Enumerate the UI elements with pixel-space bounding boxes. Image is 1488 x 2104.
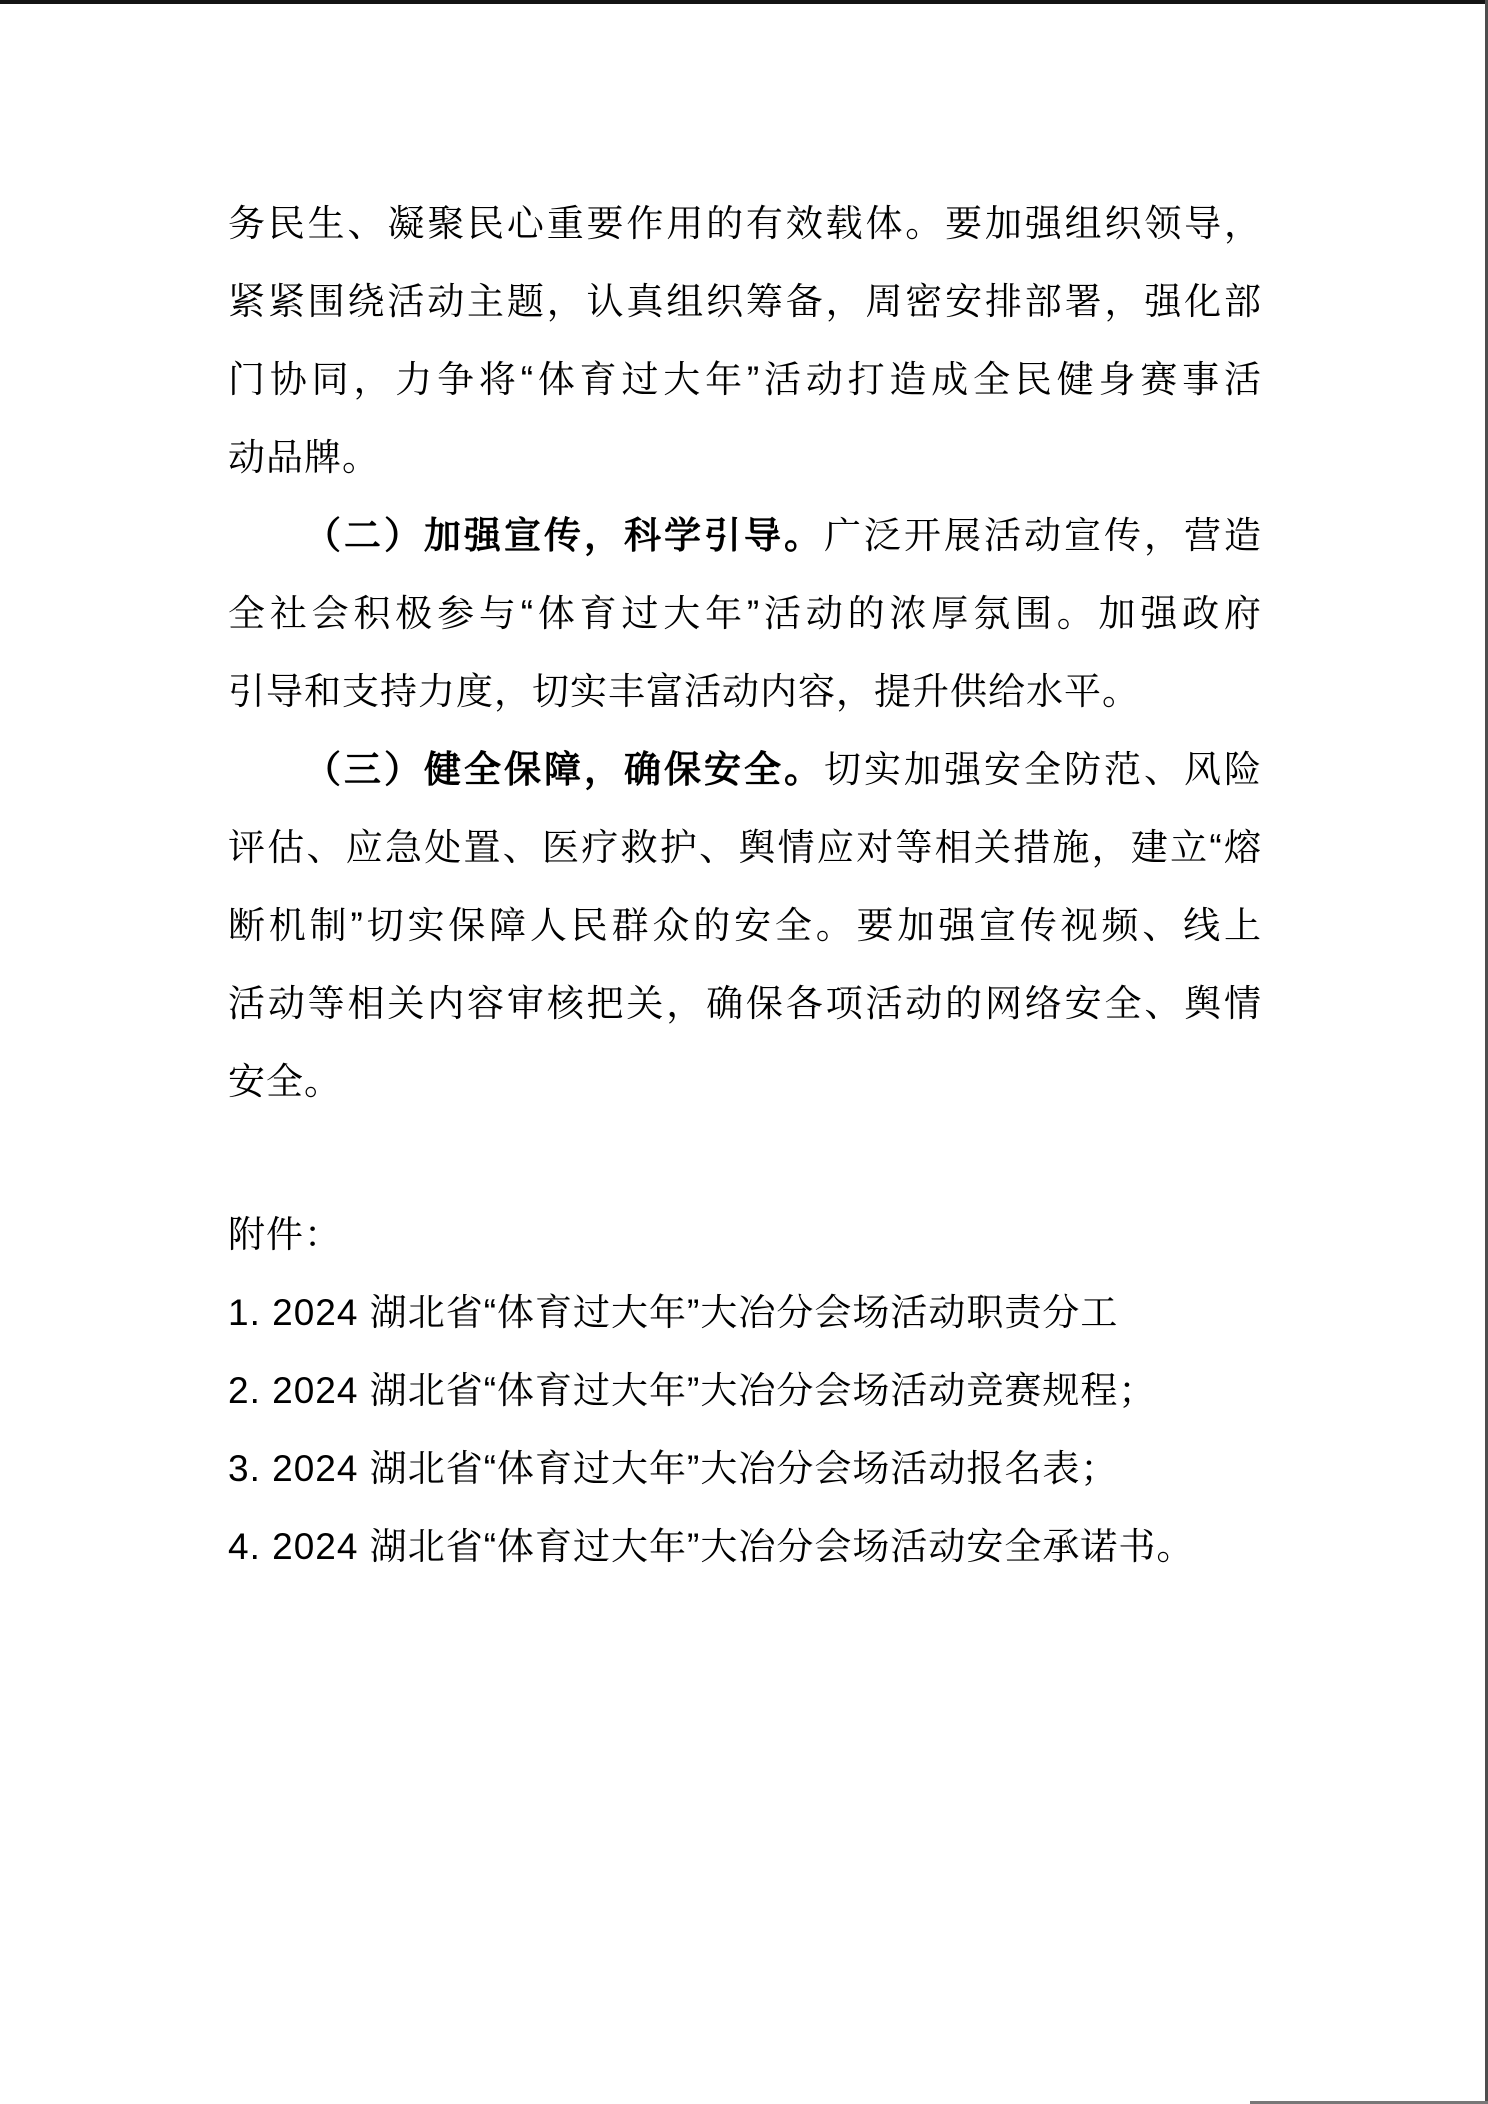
body-line: 全社会积极参与“体育过大年”活动的浓厚氛围。加强政府: [228, 593, 1262, 634]
body-line: 引导和支持力度，切实丰富活动内容，提升供给水平。: [228, 671, 1140, 712]
section-heading-line: [228, 497, 1262, 575]
attachment-item: 3. 2024 湖北省“体育过大年”大冶分会场活动报名表；: [228, 1448, 1119, 1489]
body-line: 动品牌。: [228, 437, 380, 478]
section-heading-line: [228, 731, 1262, 809]
body-line: 门协同，力争将“体育过大年”活动打造成全民健身赛事活: [228, 359, 1262, 400]
attachment-item: 1. 2024 湖北省“体育过大年”大冶分会场活动职责分工: [228, 1292, 1119, 1333]
body-line: 断机制”切实保障人民群众的安全。要加强宣传视频、线上: [228, 905, 1262, 946]
section-heading-3: （三）健全保障，确保安全。: [304, 749, 824, 790]
attachments-label: 附件：: [228, 1214, 342, 1255]
attachment-item: 2. 2024 湖北省“体育过大年”大冶分会场活动竞赛规程；: [228, 1370, 1157, 1411]
top-border-bar: [0, 0, 1488, 4]
body-line: 务民生、凝聚民心重要作用的有效载体。要加强组织领导，: [228, 203, 1262, 244]
document-body: [228, 185, 1262, 1586]
section-heading-2: （二）加强宣传，科学引导。: [304, 515, 824, 556]
body-line: 安全。: [228, 1061, 342, 1102]
attachment-item: 4. 2024 湖北省“体育过大年”大冶分会场活动安全承诺书。: [228, 1526, 1195, 1567]
body-line: 活动等相关内容审核把关，确保各项活动的网络安全、舆情: [228, 983, 1262, 1024]
body-line: 紧紧围绕活动主题，认真组织筹备，周密安排部署，强化部: [228, 281, 1262, 322]
body-line-text: 广泛开展活动宣传，营造: [824, 515, 1262, 556]
body-line: 评估、应急处置、医疗救护、舆情应对等相关措施，建立“熔: [228, 827, 1262, 868]
body-line-text: 切实加强安全防范、风险: [824, 749, 1262, 790]
